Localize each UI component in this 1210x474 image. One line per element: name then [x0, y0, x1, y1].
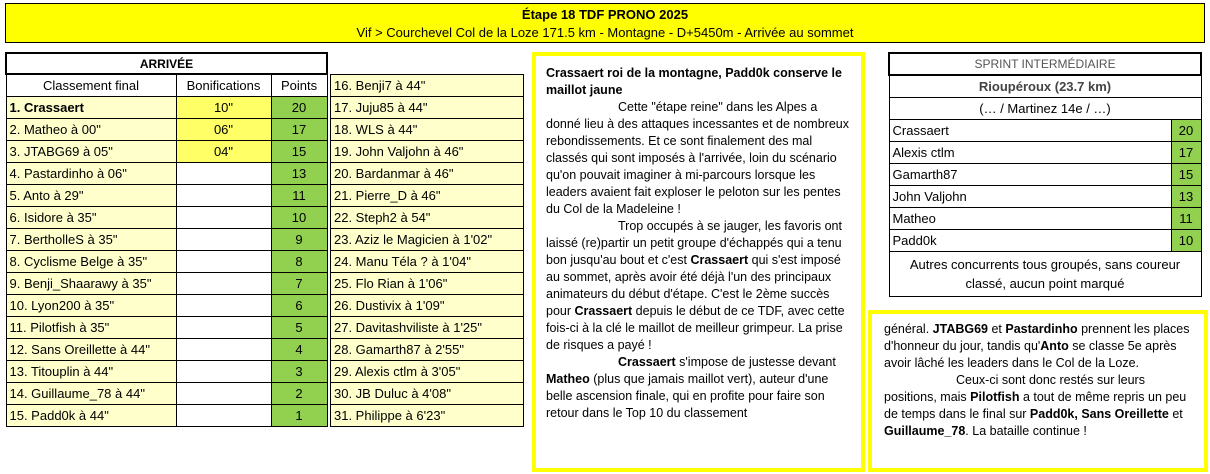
table-row: [6, 119, 327, 141]
story-paragraph-4: général. JTABG69 et Pastardinho prennent les places d'honneur du jour, tandis qu'Anto se classe 5e après avoir lâché les leaders dans le Col de la Loze.: [884, 322, 1190, 370]
sprint-points: 11: [1171, 208, 1201, 230]
table-row: [889, 230, 1201, 252]
sprint-detail: (… / Martinez 14e / …): [889, 98, 1201, 120]
rider-result: 1. Crassaert: [6, 97, 176, 119]
table-row: [331, 273, 524, 295]
story-paragraph-3: Crassaert s'impose de justesse devant Matheo (plus que jamais maillot vert), auteur d'une belle ascension finale, qui en profite pour faire son retour dans le Top 10 du classement: [546, 355, 836, 420]
table-row: [331, 207, 524, 229]
table-row: [6, 251, 327, 273]
sprint-rider: Gamarth87: [889, 164, 1171, 186]
rider-result: 11. Pilotfish à 35": [6, 317, 176, 339]
story-paragraph-2: Trop occupés à se jauger, les favoris ont laissé (re)partir un petit groupe d'échappés qui a tenu bon jusqu'au bout et c'est Crassaert qui s'est imposé au sommet, après avoir été déjà l'un des principaux animateurs du début d'étape. C'est le 2ème succès pour Crassaert depuis le début de ce TDF, avec cette fois-ci à la clé le maillot de meilleur grimpeur. La prise de risques a payé !: [546, 219, 845, 352]
rider-result: 16. Benji7 à 44": [331, 75, 524, 97]
table-row: [331, 251, 524, 273]
sprint-points: 20: [1171, 120, 1201, 142]
rider-bonus: [176, 405, 271, 427]
table-row: [6, 361, 327, 383]
rider-result: 15. Padd0k à 44": [6, 405, 176, 427]
story-paragraph-1: Cette "étape reine" dans les Alpes a donné lieu à des attaques incessantes et de nombreux rebondissements. Et ce sont finalement des mal classés qui sont imposés à l'arrivée, loin du scénario qu'on pouvait imaginer à mi-parcours lorsque les leaders avaient fait exploser le peloton sur les pentes du Col de la Madeleine !: [546, 100, 849, 216]
rider-points: 11: [271, 185, 327, 207]
rider-bonus: [176, 229, 271, 251]
rider-bonus: [176, 251, 271, 273]
rider-result: 7. BertholleS à 35": [6, 229, 176, 251]
table-row: [331, 383, 524, 405]
rider-result: 28. Gamarth87 à 2'55": [331, 339, 524, 361]
table-row: [331, 405, 524, 427]
rider-bonus: [176, 185, 271, 207]
rider-points: 17: [271, 119, 327, 141]
rider-points: 13: [271, 163, 327, 185]
rider-bonus: [176, 383, 271, 405]
rider-points: 15: [271, 141, 327, 163]
rider-points: 7: [271, 273, 327, 295]
table-row: [331, 339, 524, 361]
table-row: [6, 295, 327, 317]
story-box-continued: [868, 310, 1208, 472]
rider-bonus: [176, 273, 271, 295]
table-row: [889, 208, 1201, 230]
arrival-table-continued: [330, 74, 524, 427]
arrival-title: ARRIVÉE: [6, 53, 327, 74]
table-row: [331, 317, 524, 339]
rider-bonus: [176, 339, 271, 361]
rider-points: 1: [271, 405, 327, 427]
rider-bonus: 06": [176, 119, 271, 141]
sprint-location: Rioupéroux (23.7 km): [889, 75, 1201, 98]
sprint-points: 13: [1171, 186, 1201, 208]
table-row: [331, 141, 524, 163]
rider-result: 29. Alexis ctlm à 3'05": [331, 361, 524, 383]
rider-result: 21. Pierre_D à 46": [331, 185, 524, 207]
rider-result: 14. Guillaume_78 à 44": [6, 383, 176, 405]
stage-subtitle: Vif > Courchevel Col de la Loze 171.5 km - Montagne - D+5450m - Arrivée au sommet: [356, 25, 854, 40]
rider-points: 6: [271, 295, 327, 317]
table-row: [6, 317, 327, 339]
table-row: [331, 361, 524, 383]
sprint-title: SPRINT INTERMÉDIAIRE: [889, 53, 1201, 75]
rider-result: 25. Flo Rian à 1'06": [331, 273, 524, 295]
rider-result: 19. John Valjohn à 46": [331, 141, 524, 163]
col-points-header: Points: [271, 74, 327, 97]
rider-result: 10. Lyon200 à 35": [6, 295, 176, 317]
rider-bonus: [176, 295, 271, 317]
rider-result: 31. Philippe à 6'23": [331, 405, 524, 427]
rider-result: 3. JTABG69 à 05": [6, 141, 176, 163]
story-headline: Crassaert roi de la montagne, Padd0k conserve le maillot jaune: [546, 66, 842, 97]
sprint-rider: Crassaert: [889, 120, 1171, 142]
rider-points: 2: [271, 383, 327, 405]
table-row: [6, 339, 327, 361]
rider-result: 22. Steph2 à 54": [331, 207, 524, 229]
rider-result: 17. Juju85 à 44": [331, 97, 524, 119]
table-row: [6, 273, 327, 295]
table-row: [889, 164, 1201, 186]
rider-bonus: [176, 163, 271, 185]
table-row: [6, 163, 327, 185]
rider-points: 3: [271, 361, 327, 383]
rider-result: 8. Cyclisme Belge à 35": [6, 251, 176, 273]
col-ranking-header: Classement final: [6, 74, 176, 97]
sprint-note: Autres concurrents tous groupés, sans coureur classé, aucun point marqué: [889, 252, 1201, 297]
sprint-rider: Alexis ctlm: [889, 142, 1171, 164]
sprint-points: 17: [1171, 142, 1201, 164]
story-paragraph-5: Ceux-ci sont donc restés sur leurs positions, mais Pilotfish a tout de même repris un peu de temps dans le final sur Padd0k, Sans Oreillette et Guillaume_78. La bataille continue !: [884, 373, 1187, 438]
rider-result: 6. Isidore à 35": [6, 207, 176, 229]
rider-bonus: [176, 317, 271, 339]
table-row: [6, 405, 327, 427]
rider-result: 20. Bardanmar à 46": [331, 163, 524, 185]
table-row: [6, 207, 327, 229]
table-row: [889, 186, 1201, 208]
rider-result: 13. Titouplin à 44": [6, 361, 176, 383]
rider-points: 5: [271, 317, 327, 339]
rider-result: 9. Benji_Shaarawy à 35": [6, 273, 176, 295]
col-bonus-header: Bonifications: [176, 74, 271, 97]
sprint-points: 10: [1171, 230, 1201, 252]
table-row: [6, 97, 327, 119]
rider-result: 4. Pastardinho à 06": [6, 163, 176, 185]
rider-bonus: [176, 207, 271, 229]
arrival-table: [5, 52, 328, 427]
table-row: [889, 120, 1201, 142]
rider-points: 9: [271, 229, 327, 251]
table-row: [331, 119, 524, 141]
rider-result: 2. Matheo à 00": [6, 119, 176, 141]
table-row: [331, 75, 524, 97]
rider-bonus: 04": [176, 141, 271, 163]
rider-result: 23. Aziz le Magicien à 1'02": [331, 229, 524, 251]
rider-points: 10: [271, 207, 327, 229]
table-row: [331, 295, 524, 317]
rider-points: 20: [271, 97, 327, 119]
rider-result: 26. Dustivix à 1'09": [331, 295, 524, 317]
sprint-rider: John Valjohn: [889, 186, 1171, 208]
table-row: [331, 97, 524, 119]
table-row: [331, 185, 524, 207]
stage-title: Étape 18 TDF PRONO 2025: [521, 7, 689, 22]
rider-result: 12. Sans Oreillette à 44": [6, 339, 176, 361]
rider-result: 30. JB Duluc à 4'08": [331, 383, 524, 405]
sprint-points: 15: [1171, 164, 1201, 186]
table-row: [331, 163, 524, 185]
table-row: [889, 142, 1201, 164]
rider-result: 5. Anto à 29": [6, 185, 176, 207]
table-row: [6, 229, 327, 251]
sprint-rider: Matheo: [889, 208, 1171, 230]
table-row: [331, 229, 524, 251]
table-row: [6, 141, 327, 163]
sprint-rider: Padd0k: [889, 230, 1171, 252]
rider-points: 8: [271, 251, 327, 273]
rider-result: 27. Davitashviliste à 1'25": [331, 317, 524, 339]
table-row: [6, 383, 327, 405]
rider-points: 4: [271, 339, 327, 361]
rider-result: 24. Manu Téla ? à 1'04": [331, 251, 524, 273]
rider-bonus: [176, 361, 271, 383]
sprint-table: [888, 52, 1202, 297]
rider-bonus: 10": [176, 97, 271, 119]
rider-result: 18. WLS à 44": [331, 119, 524, 141]
stage-header: [5, 3, 1205, 43]
story-box-main: [532, 52, 865, 472]
table-row: [6, 185, 327, 207]
